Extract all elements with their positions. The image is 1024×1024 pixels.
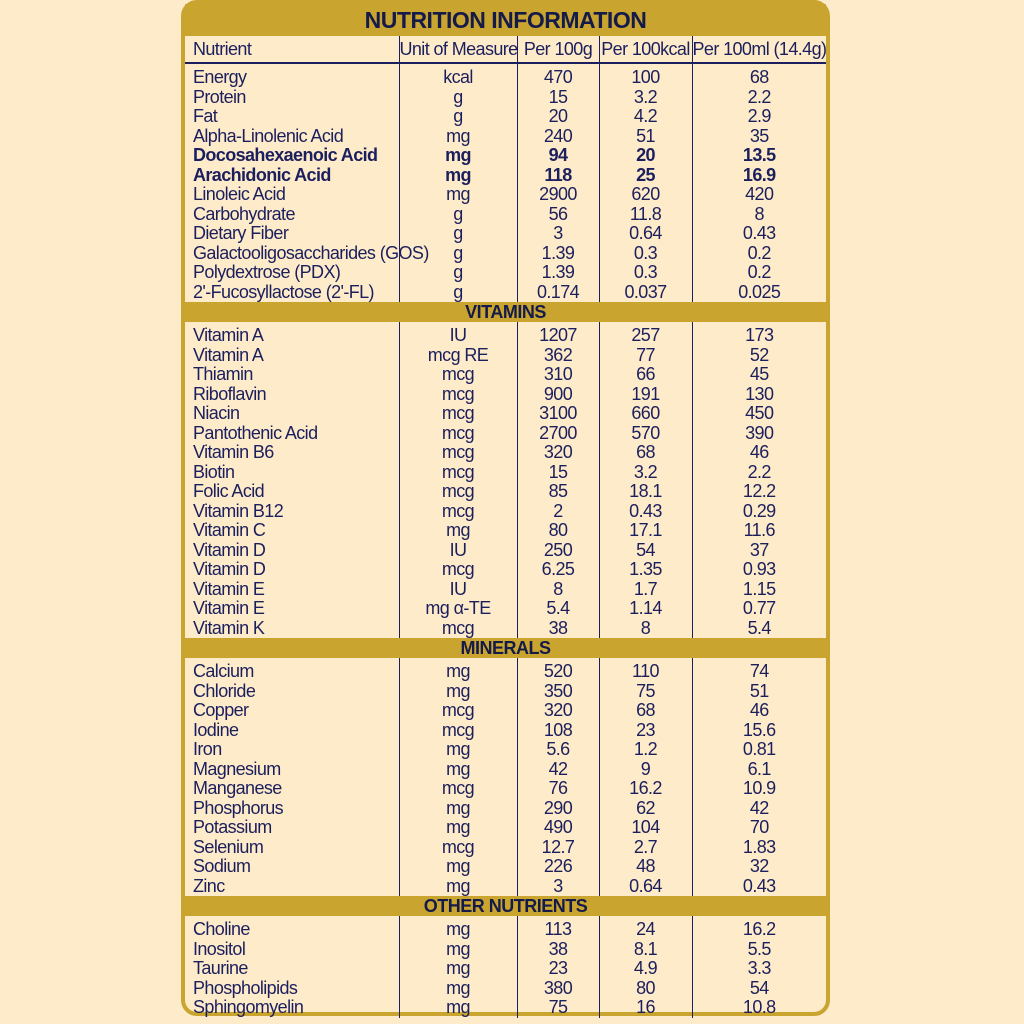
per-100g-cell: 75 xyxy=(517,998,599,1018)
table-row xyxy=(185,107,826,127)
nutrient-name: Vitamin A xyxy=(193,325,264,345)
per-100kcal-cell: 0.64 xyxy=(599,224,692,244)
per-100g-cell: 290 xyxy=(517,799,599,819)
nutrition-panel xyxy=(181,0,830,1016)
panel-title: NUTRITION INFORMATION xyxy=(185,4,826,36)
per-100g-cell: 15 xyxy=(517,88,599,108)
table-row xyxy=(185,127,826,147)
per-100g-cell: 380 xyxy=(517,979,599,999)
per-100g-cell: 94 xyxy=(517,146,599,166)
unit-cell: mg xyxy=(399,877,517,897)
unit-cell: mg xyxy=(399,185,517,205)
nutrient-name: Thiamin xyxy=(193,364,253,384)
per-100ml-cell: 6.1 xyxy=(692,760,826,780)
per-100g-cell: 240 xyxy=(517,127,599,147)
table-row xyxy=(185,541,826,561)
per-100ml-cell: 0.81 xyxy=(692,740,826,760)
unit-cell: mcg xyxy=(399,502,517,522)
per-100g-cell: 1.39 xyxy=(517,244,599,264)
nutrient-name: Vitamin B12 xyxy=(193,500,284,521)
unit-cell: mcg RE xyxy=(399,346,517,366)
table-row xyxy=(185,502,826,522)
nutrient-name: Vitamin E xyxy=(193,578,265,599)
unit-cell: mg xyxy=(399,998,517,1018)
per-100kcal-cell: 18.1 xyxy=(599,482,692,502)
nutrient-name: Docosahexaenoic Acid xyxy=(193,145,378,165)
nutrient-name: Niacin xyxy=(193,403,240,423)
per-100g-cell: 3 xyxy=(517,224,599,244)
nutrient-name: Folic Acid xyxy=(193,481,265,501)
unit-cell: g xyxy=(399,88,517,108)
per-100g-cell: 350 xyxy=(517,682,599,702)
unit-cell: mcg xyxy=(399,779,517,799)
nutrition-table xyxy=(185,36,826,1018)
per-100ml-cell: 8 xyxy=(692,205,826,225)
nutrient-name: Vitamin D xyxy=(193,559,266,579)
per-100g-cell: 5.6 xyxy=(517,740,599,760)
nutrient-name: Protein xyxy=(193,86,246,107)
nutrient-name: Vitamin C xyxy=(193,520,266,540)
unit-cell: mcg xyxy=(399,619,517,639)
per-100kcal-cell: 51 xyxy=(599,127,692,147)
section-heading: OTHER NUTRIENTS xyxy=(185,896,826,916)
nutrient-name: Energy xyxy=(193,67,247,87)
per-100ml-cell: 32 xyxy=(692,857,826,877)
per-100g-cell: 490 xyxy=(517,818,599,838)
unit-cell: mg xyxy=(399,682,517,702)
per-100kcal-cell: 257 xyxy=(599,322,692,346)
nutrient-name: Vitamin B6 xyxy=(193,442,274,462)
per-100g-cell: 118 xyxy=(517,166,599,186)
per-100kcal-cell: 0.3 xyxy=(599,263,692,283)
column-header-row xyxy=(185,36,826,63)
per-100ml-cell: 130 xyxy=(692,385,826,405)
per-100ml-cell: 37 xyxy=(692,541,826,561)
unit-cell: mg xyxy=(399,857,517,877)
table-row xyxy=(185,521,826,541)
per-100g-cell: 1.39 xyxy=(517,263,599,283)
table-row xyxy=(185,88,826,108)
unit-cell: g xyxy=(399,107,517,127)
nutrient-name: Iodine xyxy=(193,719,239,740)
nutrient-name: Dietary Fiber xyxy=(193,223,289,243)
unit-cell: mcg xyxy=(399,560,517,580)
nutrient-name: Chloride xyxy=(193,680,256,701)
per-100g-cell: 38 xyxy=(517,619,599,639)
unit-cell: mg xyxy=(399,818,517,838)
column-header-nutrient: Nutrient xyxy=(185,36,399,63)
table-row xyxy=(185,463,826,483)
column-header-per-100kcal: Per 100kcal xyxy=(599,36,692,63)
per-100ml-cell: 11.6 xyxy=(692,521,826,541)
per-100ml-cell: 450 xyxy=(692,404,826,424)
per-100ml-cell: 12.2 xyxy=(692,482,826,502)
nutrient-name: Linoleic Acid xyxy=(193,184,286,204)
table-row xyxy=(185,658,826,682)
unit-cell: g xyxy=(399,283,517,303)
unit-cell: mcg xyxy=(399,365,517,385)
per-100g-cell: 470 xyxy=(517,63,599,88)
per-100ml-cell: 420 xyxy=(692,185,826,205)
per-100g-cell: 38 xyxy=(517,940,599,960)
per-100g-cell: 1207 xyxy=(517,322,599,346)
per-100g-cell: 20 xyxy=(517,107,599,127)
table-row xyxy=(185,146,826,166)
per-100kcal-cell: 25 xyxy=(599,166,692,186)
unit-cell: g xyxy=(399,205,517,225)
per-100kcal-cell: 570 xyxy=(599,424,692,444)
per-100ml-cell: 10.9 xyxy=(692,779,826,799)
per-100kcal-cell: 8.1 xyxy=(599,940,692,960)
unit-cell: mg xyxy=(399,166,517,186)
per-100ml-cell: 2.2 xyxy=(692,88,826,108)
section-heading: VITAMINS xyxy=(185,302,826,322)
nutrient-name: Polydextrose (PDX) xyxy=(193,262,341,282)
table-body xyxy=(185,63,826,1018)
unit-cell: mcg xyxy=(399,424,517,444)
per-100ml-cell: 54 xyxy=(692,979,826,999)
nutrient-name: Choline xyxy=(193,919,250,939)
per-100g-cell: 15 xyxy=(517,463,599,483)
per-100ml-cell: 45 xyxy=(692,365,826,385)
section-heading-row xyxy=(185,638,826,658)
table-row xyxy=(185,263,826,283)
unit-cell: g xyxy=(399,263,517,283)
per-100ml-cell: 0.2 xyxy=(692,263,826,283)
table-row xyxy=(185,166,826,186)
per-100ml-cell: 0.29 xyxy=(692,502,826,522)
per-100ml-cell: 15.6 xyxy=(692,721,826,741)
per-100g-cell: 5.4 xyxy=(517,599,599,619)
unit-cell: mcg xyxy=(399,443,517,463)
table-row xyxy=(185,322,826,346)
column-header-per-100g: Per 100g xyxy=(517,36,599,63)
per-100ml-cell: 46 xyxy=(692,443,826,463)
per-100ml-cell: 46 xyxy=(692,701,826,721)
per-100g-cell: 23 xyxy=(517,959,599,979)
per-100ml-cell: 16.9 xyxy=(692,166,826,186)
per-100ml-cell: 5.4 xyxy=(692,619,826,639)
per-100ml-cell: 0.025 xyxy=(692,283,826,303)
unit-cell: mg xyxy=(399,521,517,541)
per-100ml-cell: 0.93 xyxy=(692,560,826,580)
nutrient-name: Iron xyxy=(193,739,222,759)
per-100g-cell: 226 xyxy=(517,857,599,877)
per-100ml-cell: 2.9 xyxy=(692,107,826,127)
per-100ml-cell: 0.77 xyxy=(692,599,826,619)
nutrient-name: Biotin xyxy=(193,461,235,482)
table-row xyxy=(185,701,826,721)
nutrient-name: Galactooligosaccharides (GOS) xyxy=(193,242,429,263)
per-100g-cell: 3100 xyxy=(517,404,599,424)
per-100kcal-cell: 77 xyxy=(599,346,692,366)
table-row xyxy=(185,916,826,940)
nutrient-name: Zinc xyxy=(193,875,225,896)
per-100ml-cell: 70 xyxy=(692,818,826,838)
unit-cell: mcg xyxy=(399,385,517,405)
per-100kcal-cell: 4.2 xyxy=(599,107,692,127)
per-100ml-cell: 74 xyxy=(692,658,826,682)
column-header-unit: Unit of Measure xyxy=(399,36,517,63)
table-row xyxy=(185,365,826,385)
unit-cell: g xyxy=(399,224,517,244)
unit-cell: mg xyxy=(399,146,517,166)
per-100ml-cell: 13.5 xyxy=(692,146,826,166)
per-100kcal-cell: 660 xyxy=(599,404,692,424)
unit-cell: mg xyxy=(399,740,517,760)
per-100ml-cell: 42 xyxy=(692,799,826,819)
per-100g-cell: 85 xyxy=(517,482,599,502)
per-100kcal-cell: 20 xyxy=(599,146,692,166)
column-header-per-100ml: Per 100ml (14.4g) xyxy=(692,36,826,63)
per-100g-cell: 320 xyxy=(517,443,599,463)
unit-cell: mg xyxy=(399,760,517,780)
table-row xyxy=(185,740,826,760)
per-100ml-cell: 68 xyxy=(692,63,826,88)
per-100kcal-cell: 48 xyxy=(599,857,692,877)
per-100kcal-cell: 110 xyxy=(599,658,692,682)
table-row xyxy=(185,838,826,858)
per-100ml-cell: 173 xyxy=(692,322,826,346)
table-row xyxy=(185,185,826,205)
unit-cell: kcal xyxy=(399,63,517,88)
nutrient-name: Fat xyxy=(193,106,218,126)
nutrient-name: Carbohydrate xyxy=(193,203,295,224)
nutrient-name: Sphingomyelin xyxy=(193,997,304,1017)
per-100kcal-cell: 80 xyxy=(599,979,692,999)
nutrient-name: Vitamin A xyxy=(193,344,264,365)
table-row xyxy=(185,244,826,264)
per-100ml-cell: 1.83 xyxy=(692,838,826,858)
per-100kcal-cell: 24 xyxy=(599,916,692,940)
per-100ml-cell: 51 xyxy=(692,682,826,702)
unit-cell: mcg xyxy=(399,721,517,741)
per-100kcal-cell: 11.8 xyxy=(599,205,692,225)
per-100g-cell: 900 xyxy=(517,385,599,405)
unit-cell: g xyxy=(399,244,517,264)
table-row xyxy=(185,560,826,580)
per-100kcal-cell: 16.2 xyxy=(599,779,692,799)
nutrient-name: Taurine xyxy=(193,958,248,978)
unit-cell: mg xyxy=(399,916,517,940)
unit-cell: mcg xyxy=(399,463,517,483)
section-heading-row xyxy=(185,302,826,322)
per-100kcal-cell: 9 xyxy=(599,760,692,780)
unit-cell: mcg xyxy=(399,482,517,502)
table-row xyxy=(185,404,826,424)
per-100g-cell: 80 xyxy=(517,521,599,541)
per-100g-cell: 310 xyxy=(517,365,599,385)
per-100kcal-cell: 0.43 xyxy=(599,502,692,522)
unit-cell: mg xyxy=(399,959,517,979)
table-row xyxy=(185,877,826,897)
per-100g-cell: 2700 xyxy=(517,424,599,444)
per-100g-cell: 12.7 xyxy=(517,838,599,858)
table-row xyxy=(185,779,826,799)
nutrient-name: Magnesium xyxy=(193,758,281,779)
per-100g-cell: 108 xyxy=(517,721,599,741)
unit-cell: mg xyxy=(399,658,517,682)
per-100kcal-cell: 2.7 xyxy=(599,838,692,858)
unit-cell: mg xyxy=(399,799,517,819)
table-row xyxy=(185,482,826,502)
per-100kcal-cell: 68 xyxy=(599,443,692,463)
per-100kcal-cell: 3.2 xyxy=(599,463,692,483)
unit-cell: mg α-TE xyxy=(399,599,517,619)
nutrient-name: Phospholipids xyxy=(193,977,298,998)
unit-cell: mg xyxy=(399,979,517,999)
unit-cell: mg xyxy=(399,940,517,960)
per-100kcal-cell: 66 xyxy=(599,365,692,385)
table-row xyxy=(185,599,826,619)
nutrient-name: Riboflavin xyxy=(193,383,267,404)
unit-cell: IU xyxy=(399,322,517,346)
table-row xyxy=(185,857,826,877)
nutrient-name: Sodium xyxy=(193,856,251,876)
per-100ml-cell: 2.2 xyxy=(692,463,826,483)
table-row xyxy=(185,959,826,979)
table-row xyxy=(185,580,826,600)
table-row xyxy=(185,424,826,444)
table-row xyxy=(185,283,826,303)
per-100g-cell: 320 xyxy=(517,701,599,721)
per-100kcal-cell: 1.35 xyxy=(599,560,692,580)
section-heading: MINERALS xyxy=(185,638,826,658)
per-100kcal-cell: 54 xyxy=(599,541,692,561)
table-row xyxy=(185,760,826,780)
per-100kcal-cell: 0.64 xyxy=(599,877,692,897)
per-100kcal-cell: 191 xyxy=(599,385,692,405)
nutrient-name: Vitamin D xyxy=(193,539,266,560)
per-100kcal-cell: 62 xyxy=(599,799,692,819)
nutrient-name: Potassium xyxy=(193,817,272,837)
unit-cell: IU xyxy=(399,541,517,561)
per-100g-cell: 6.25 xyxy=(517,560,599,580)
per-100kcal-cell: 100 xyxy=(599,63,692,88)
table-row xyxy=(185,818,826,838)
per-100g-cell: 2900 xyxy=(517,185,599,205)
nutrient-name: Inositol xyxy=(193,938,246,959)
per-100g-cell: 0.174 xyxy=(517,283,599,303)
per-100g-cell: 8 xyxy=(517,580,599,600)
per-100g-cell: 76 xyxy=(517,779,599,799)
table-row xyxy=(185,63,826,88)
per-100g-cell: 3 xyxy=(517,877,599,897)
table-row xyxy=(185,799,826,819)
per-100ml-cell: 1.15 xyxy=(692,580,826,600)
per-100kcal-cell: 1.14 xyxy=(599,599,692,619)
unit-cell: mcg xyxy=(399,701,517,721)
nutrient-name: Alpha-Linolenic Acid xyxy=(193,125,344,146)
per-100ml-cell: 16.2 xyxy=(692,916,826,940)
per-100kcal-cell: 1.2 xyxy=(599,740,692,760)
per-100g-cell: 42 xyxy=(517,760,599,780)
nutrient-name: Vitamin K xyxy=(193,617,265,638)
table-row xyxy=(185,619,826,639)
table-row xyxy=(185,940,826,960)
per-100ml-cell: 0.2 xyxy=(692,244,826,264)
unit-cell: IU xyxy=(399,580,517,600)
per-100kcal-cell: 75 xyxy=(599,682,692,702)
per-100kcal-cell: 16 xyxy=(599,998,692,1018)
per-100g-cell: 2 xyxy=(517,502,599,522)
per-100kcal-cell: 1.7 xyxy=(599,580,692,600)
per-100ml-cell: 0.43 xyxy=(692,224,826,244)
per-100ml-cell: 5.5 xyxy=(692,940,826,960)
per-100kcal-cell: 8 xyxy=(599,619,692,639)
nutrient-name: 2'-Fucosyllactose (2'-FL) xyxy=(193,281,374,302)
nutrient-name: Copper xyxy=(193,700,249,720)
unit-cell: mcg xyxy=(399,838,517,858)
per-100ml-cell: 10.8 xyxy=(692,998,826,1018)
per-100kcal-cell: 620 xyxy=(599,185,692,205)
nutrient-name: Calcium xyxy=(193,661,254,681)
per-100ml-cell: 3.3 xyxy=(692,959,826,979)
per-100ml-cell: 390 xyxy=(692,424,826,444)
table-row xyxy=(185,721,826,741)
per-100ml-cell: 35 xyxy=(692,127,826,147)
table-row xyxy=(185,682,826,702)
per-100kcal-cell: 0.3 xyxy=(599,244,692,264)
per-100ml-cell: 52 xyxy=(692,346,826,366)
nutrient-name: Selenium xyxy=(193,836,264,857)
nutrient-name: Pantothenic Acid xyxy=(193,422,318,443)
per-100kcal-cell: 17.1 xyxy=(599,521,692,541)
nutrient-name: Arachidonic Acid xyxy=(193,164,331,185)
table-row xyxy=(185,998,826,1018)
per-100kcal-cell: 4.9 xyxy=(599,959,692,979)
per-100ml-cell: 0.43 xyxy=(692,877,826,897)
table-row xyxy=(185,346,826,366)
nutrient-name: Manganese xyxy=(193,778,282,798)
nutrient-name: Vitamin E xyxy=(193,598,265,618)
nutrient-name: Phosphorus xyxy=(193,797,284,818)
table-row xyxy=(185,443,826,463)
per-100kcal-cell: 104 xyxy=(599,818,692,838)
per-100g-cell: 56 xyxy=(517,205,599,225)
table-row xyxy=(185,385,826,405)
per-100g-cell: 362 xyxy=(517,346,599,366)
table-row xyxy=(185,205,826,225)
per-100g-cell: 113 xyxy=(517,916,599,940)
per-100kcal-cell: 0.037 xyxy=(599,283,692,303)
section-heading-row xyxy=(185,896,826,916)
per-100g-cell: 520 xyxy=(517,658,599,682)
table-row xyxy=(185,979,826,999)
table-row xyxy=(185,224,826,244)
unit-cell: mcg xyxy=(399,404,517,424)
per-100kcal-cell: 68 xyxy=(599,701,692,721)
per-100kcal-cell: 23 xyxy=(599,721,692,741)
per-100kcal-cell: 3.2 xyxy=(599,88,692,108)
unit-cell: mg xyxy=(399,127,517,147)
per-100g-cell: 250 xyxy=(517,541,599,561)
